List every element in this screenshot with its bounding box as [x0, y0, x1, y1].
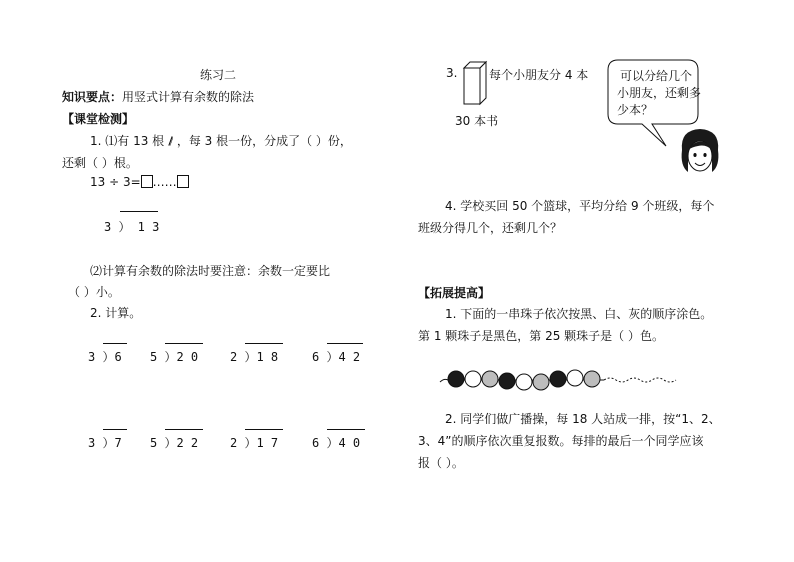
bead-black	[499, 373, 515, 389]
key-points-label: 知识要点：	[62, 90, 123, 104]
bead-white	[465, 371, 481, 387]
bead-white	[567, 370, 583, 386]
division-bar	[103, 429, 127, 430]
bonus-1-line1: 1. 下面的一串珠子依次按黑、白、灰的顺序涂色。	[445, 307, 713, 321]
q1-equation	[90, 175, 189, 189]
question-1-1-line2: 还剩（ ）根。	[62, 156, 138, 170]
bonus-2-line1: 2. 同学们做广播操，每 18 人站成一排，按“1、2、	[445, 412, 721, 426]
question-1-1-line1	[90, 132, 352, 149]
book-stack-icon	[462, 60, 488, 106]
bead-black	[448, 371, 464, 387]
division-bar	[165, 429, 203, 430]
division-bar	[327, 343, 363, 344]
bead-white	[516, 374, 532, 390]
book-count-label: 30 本书	[455, 114, 499, 128]
division-bar	[245, 429, 283, 430]
division-bar	[103, 343, 127, 344]
division-bar	[327, 429, 365, 430]
bead-black	[550, 371, 566, 387]
bead-gray	[482, 371, 498, 387]
q1-division-bar	[120, 211, 158, 212]
bonus-2-line3: 报（ ）。	[418, 456, 464, 470]
question-4-line2: 班级分得几个，还剩几个？	[418, 221, 563, 235]
girl-face-icon	[676, 126, 724, 176]
bead-gray	[533, 374, 549, 390]
question-4-line1: 4. 学校买回 50 个篮球，平均分给 9 个班级，每个	[445, 199, 715, 213]
division-bar	[165, 343, 203, 344]
division-bar	[245, 343, 283, 344]
q1-text-a: 1. ⑴有 13 根	[90, 134, 165, 148]
section-heading-class-check: 【课堂检测】	[62, 112, 135, 126]
bubble-line-1: 可以分给几个	[620, 69, 693, 83]
key-points	[62, 88, 254, 105]
q1-eq-text: 13 ÷ 3=	[90, 175, 141, 189]
section-heading-extension: 【拓展提高】	[418, 286, 491, 300]
question-3-text: 每个小朋友分 4 本	[489, 68, 589, 82]
question-3-number: 3.	[446, 66, 458, 80]
question-1-2-line2: （ ）小。	[68, 285, 120, 299]
question-1-2-line1: ⑵计算有余数的除法时要注意：余数一定要比	[90, 264, 331, 278]
bonus-2-line2: 3、4”的顺序依次重复报数。每排的最后一个同学应该	[418, 434, 704, 448]
division-problem: 6 ）4 2	[312, 350, 361, 364]
bubble-line-3: 少本？	[617, 103, 654, 117]
division-problem: 2 ）1 7	[230, 436, 279, 450]
division-problem: 5 ）2 0	[150, 350, 199, 364]
division-problem: 6 ）4 0	[312, 436, 361, 450]
question-2-label: 2. 计算。	[90, 306, 142, 320]
answer-box[interactable]	[141, 175, 153, 188]
division-problem: 3 ）6	[88, 350, 122, 364]
division-problem: 3 ）7	[88, 436, 122, 450]
worksheet-title: 练习二	[200, 68, 237, 82]
division-problem: 2 ）1 8	[230, 350, 279, 364]
bead-string	[438, 366, 678, 394]
q1-eq-dots: ……	[152, 175, 177, 189]
q1-long-division: 3 ） 1 3	[104, 220, 160, 234]
q1-text-b: ，每 3 根一份，分成了（ ）份，	[176, 134, 352, 148]
stick-icon	[168, 135, 173, 147]
bubble-line-2: 小朋友，还剩多	[617, 86, 702, 100]
bonus-1-line2: 第 1 颗珠子是黑色，第 25 颗珠子是（ ）色。	[418, 329, 664, 343]
division-problem: 5 ）2 2	[150, 436, 199, 450]
bead-gray	[584, 371, 600, 387]
remainder-box[interactable]	[177, 175, 189, 188]
key-points-text: 用竖式计算有余数的除法	[122, 90, 255, 104]
